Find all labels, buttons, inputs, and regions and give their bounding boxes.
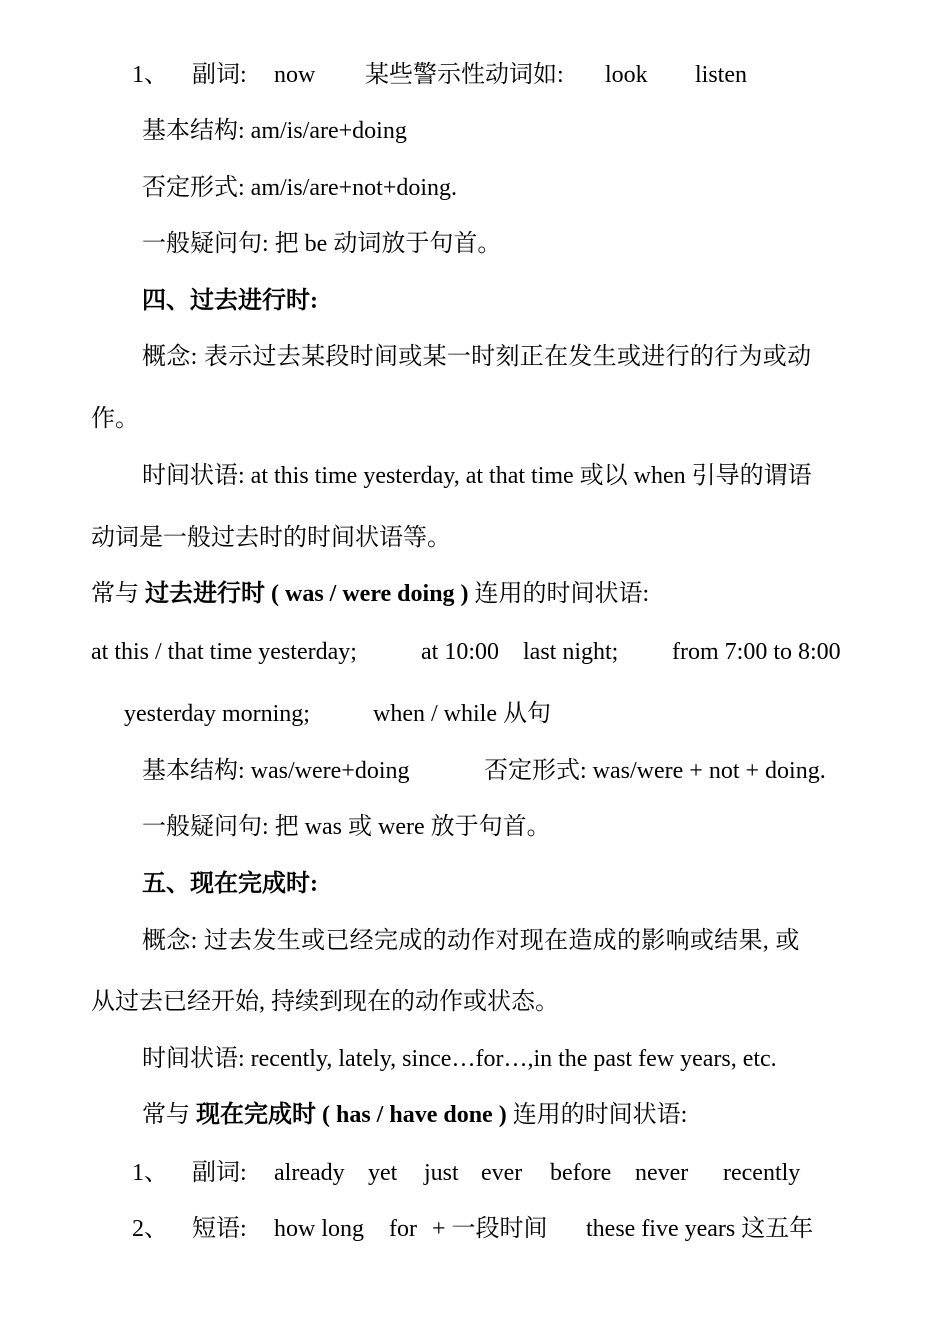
section-heading-present-perfect: 五、现在完成时: bbox=[142, 871, 318, 897]
time-expressions-line-cont bbox=[0, 700, 950, 728]
concept-line: 概念: 过去发生或已经完成的动作对现在造成的影响或结果, 或 bbox=[142, 928, 800, 954]
time-expression: yesterday morning; bbox=[124, 701, 310, 727]
negative-form-line: 否定形式: am/is/are+not+doing. bbox=[142, 175, 458, 201]
structure-line: 基本结构: am/is/are+doing bbox=[142, 118, 407, 144]
adverb-word: yet bbox=[368, 1160, 398, 1186]
phrase-word: + 一段时间 bbox=[432, 1216, 548, 1242]
time-adverbial-line-cont: 动词是一般过去时的时间状语等。 bbox=[91, 525, 451, 551]
usage-suffix: 连用的时间状语: bbox=[468, 581, 650, 607]
verb-word: listen bbox=[695, 62, 747, 88]
time-adverbial-line: 时间状语: at this time yesterday, at that time 或以 when 引导的谓语 bbox=[142, 463, 812, 489]
time-adverbial-line: 时间状语: recently, lately, since…for…,in the past few years, etc. bbox=[142, 1046, 777, 1072]
concept-line-cont: 从过去已经开始, 持续到现在的动作或状态。 bbox=[91, 989, 559, 1015]
list-label: 副词: bbox=[192, 62, 247, 88]
time-expression: last night; bbox=[523, 639, 619, 665]
adverb-word: before bbox=[550, 1160, 612, 1186]
list-number: 1、 bbox=[132, 1160, 168, 1186]
tense-name-bold: 过去进行时 ( was / were doing ) bbox=[145, 581, 469, 607]
phrase-word: how long bbox=[274, 1216, 364, 1242]
phrase-word: for bbox=[389, 1216, 417, 1242]
usage-prefix: 常与 bbox=[142, 1102, 196, 1128]
time-expression: from 7:00 to 8:00 bbox=[672, 639, 841, 665]
adverb-word: never bbox=[635, 1160, 689, 1186]
structure-negative-line bbox=[0, 757, 950, 785]
adverb-list-line bbox=[0, 1159, 950, 1187]
list-number: 2、 bbox=[132, 1216, 168, 1242]
usage-prefix: 常与 bbox=[91, 581, 145, 607]
phrase-word: these five years 这五年 bbox=[586, 1216, 814, 1242]
usage-heading-line bbox=[142, 1101, 687, 1129]
structure-text: 基本结构: was/were+doing bbox=[142, 758, 410, 784]
time-expression: at this / that time yesterday; bbox=[91, 639, 357, 665]
time-expression: when / while 从句 bbox=[373, 701, 551, 727]
question-form-line: 一般疑问句: 把 be 动词放于句首。 bbox=[142, 231, 502, 257]
tense-name-bold: 现在完成时 ( has / have done ) bbox=[196, 1102, 507, 1128]
adverb-list-line bbox=[0, 61, 950, 89]
section-heading-past-continuous: 四、过去进行时: bbox=[142, 288, 318, 314]
adverb-word: just bbox=[424, 1160, 459, 1186]
adverb-word: ever bbox=[481, 1160, 523, 1186]
list-label: 短语: bbox=[192, 1216, 247, 1242]
phrase-list-line bbox=[0, 1215, 950, 1243]
concept-line-cont: 作。 bbox=[91, 406, 139, 432]
list-number: 1、 bbox=[132, 62, 168, 88]
verb-word: look bbox=[605, 62, 648, 88]
adverb-word: now bbox=[274, 62, 316, 88]
adverb-word: recently bbox=[723, 1160, 801, 1186]
negative-form-text: 否定形式: was/were + not + doing. bbox=[484, 758, 826, 784]
concept-line: 概念: 表示过去某段时间或某一时刻正在发生或进行的行为或动 bbox=[142, 344, 812, 370]
verb-intro: 某些警示性动词如: bbox=[365, 62, 564, 88]
usage-heading-line bbox=[91, 580, 649, 608]
list-label: 副词: bbox=[192, 1160, 247, 1186]
adverb-word: already bbox=[274, 1160, 345, 1186]
time-expressions-line bbox=[0, 638, 950, 666]
usage-suffix: 连用的时间状语: bbox=[506, 1102, 688, 1128]
time-expression: at 10:00 bbox=[421, 639, 499, 665]
question-form-line: 一般疑问句: 把 was 或 were 放于句首。 bbox=[142, 814, 551, 840]
